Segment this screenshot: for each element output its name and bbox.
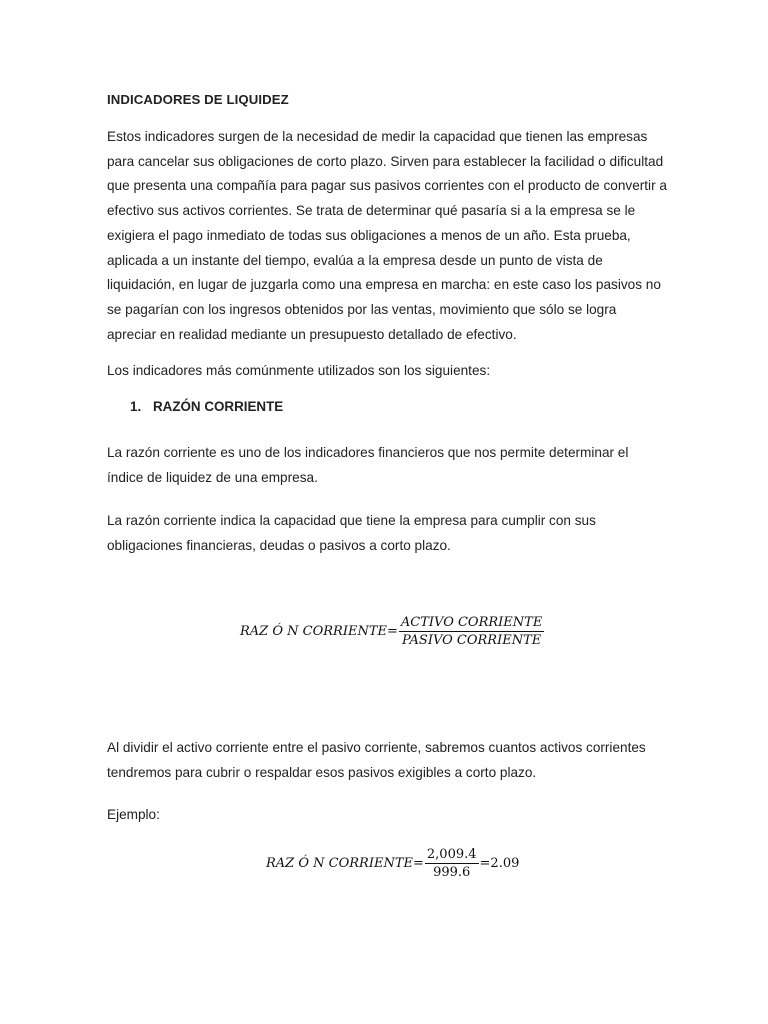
section-title: RAZÓN CORRIENTE bbox=[153, 399, 284, 414]
example-formula bbox=[266, 847, 519, 880]
formula-lhs: RAZ Ó N CORRIENTE bbox=[240, 624, 387, 639]
example-denominator: 999.6 bbox=[433, 865, 471, 880]
example-label: Ejemplo: bbox=[107, 807, 160, 822]
formula-equals: = bbox=[386, 624, 398, 639]
example-formula-fraction bbox=[425, 847, 479, 880]
section-paragraph-1: La razón corriente es uno de los indicadores financieros que nos permite determinar el índice de liquidez de una empresa. bbox=[107, 445, 629, 485]
example-result: 2.09 bbox=[490, 856, 520, 871]
razon-corriente-formula bbox=[240, 615, 545, 648]
formula-numerator: ACTIVO CORRIENTE bbox=[400, 615, 543, 630]
section-number: 1. bbox=[130, 399, 142, 414]
document-title: INDICADORES DE LIQUIDEZ bbox=[107, 92, 289, 107]
section-heading bbox=[130, 399, 283, 414]
section-paragraph-2: La razón corriente indica la capacidad que tiene la empresa para cumplir con sus obligaciones financieras, deudas o pasivos a corto plazo. bbox=[107, 513, 596, 553]
example-formula-equals: = bbox=[412, 856, 424, 871]
example-formula-equals-2: = bbox=[479, 856, 491, 871]
intro-paragraph: Estos indicadores surgen de la necesidad de medir la capacidad que tienen las empresas para cancelar sus obligaciones de corto plazo. Sirven para establecer la facilidad o dificultad que presenta una compañía para pagar sus pasivos corrientes con el producto de convertir a efectivo sus activos corrientes. Se trata de determinar qué pasaría si a la empresa se le exigiera el pago inmediato de todas sus obligaciones a menos de un año. Esta prueba, aplicada a un instante del tiempo, evalúa a la empresa desde un punto de vista de liquidación, en lugar de juzgarla como una empresa en marcha: en este caso los pasivos no se pagarían con los ingresos obtenidos por las ventas, movimiento que sólo se logra apreciar en realidad mediante un presupuesto detallado de efectivo. bbox=[107, 129, 667, 342]
example-numerator: 2,009.4 bbox=[426, 847, 477, 862]
section-paragraph-3: Al dividir el activo corriente entre el pasivo corriente, sabremos cuantos activos corrientes tendremos para cubrir o respaldar esos pasivos exigibles a corto plazo. bbox=[107, 740, 646, 780]
example-formula-lhs: RAZ Ó N CORRIENTE bbox=[266, 856, 413, 871]
formula-denominator: PASIVO CORRIENTE bbox=[401, 633, 542, 648]
formula-fraction bbox=[399, 615, 544, 648]
indicators-intro: Los indicadores más comúnmente utilizados son los siguientes: bbox=[107, 363, 491, 378]
